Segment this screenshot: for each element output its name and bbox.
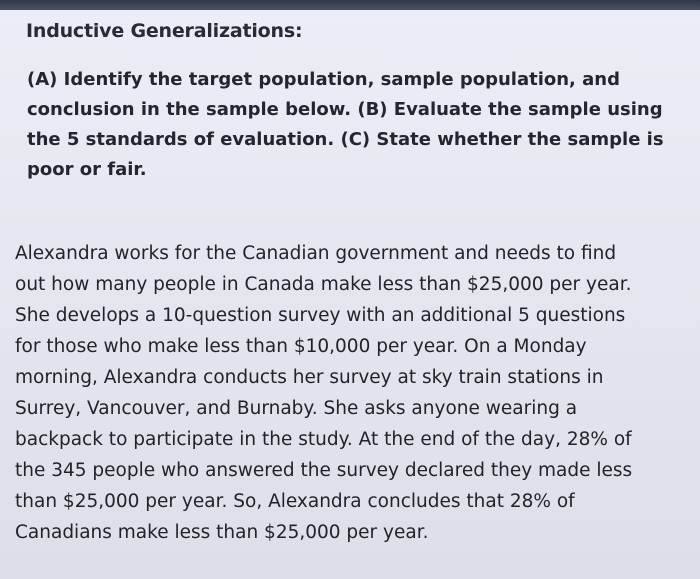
scenario-line: for those who make less than $10,000 per year. On a Monday <box>15 336 587 357</box>
scenario-line: out how many people in Canada make less than $25,000 per year. <box>15 274 632 295</box>
scenario-line: the 345 people who answered the survey declared they made less <box>15 460 633 481</box>
scenario-line: than $25,000 per year. So, Alexandra concludes that 28% of <box>15 491 575 512</box>
scenario-line: Canadians make less than $25,000 per year. <box>15 522 429 543</box>
document-view <box>0 10 700 579</box>
scenario-line: morning, Alexandra conducts her survey at sky train stations in <box>15 367 604 388</box>
monitor-bezel <box>0 0 700 10</box>
scenario-line: She develops a 10-question survey with an additional 5 questions <box>15 305 626 326</box>
scenario-line: Alexandra works for the Canadian government and needs to find <box>15 243 617 264</box>
question-instructions: (A) Identify the target population, sample population, and conclusion in the sample below. (B) Evaluate the sample using the 5 standards of evaluation. (C) State whether the sample is poor or fair. <box>27 69 664 180</box>
scenario-paragraph <box>15 238 675 548</box>
scenario-line: backpack to participate in the study. At the end of the day, 28% of <box>15 429 632 450</box>
page-title: Inductive Generalizations: <box>26 20 303 42</box>
scenario-line: Surrey, Vancouver, and Burnaby. She asks anyone wearing a <box>15 398 578 419</box>
